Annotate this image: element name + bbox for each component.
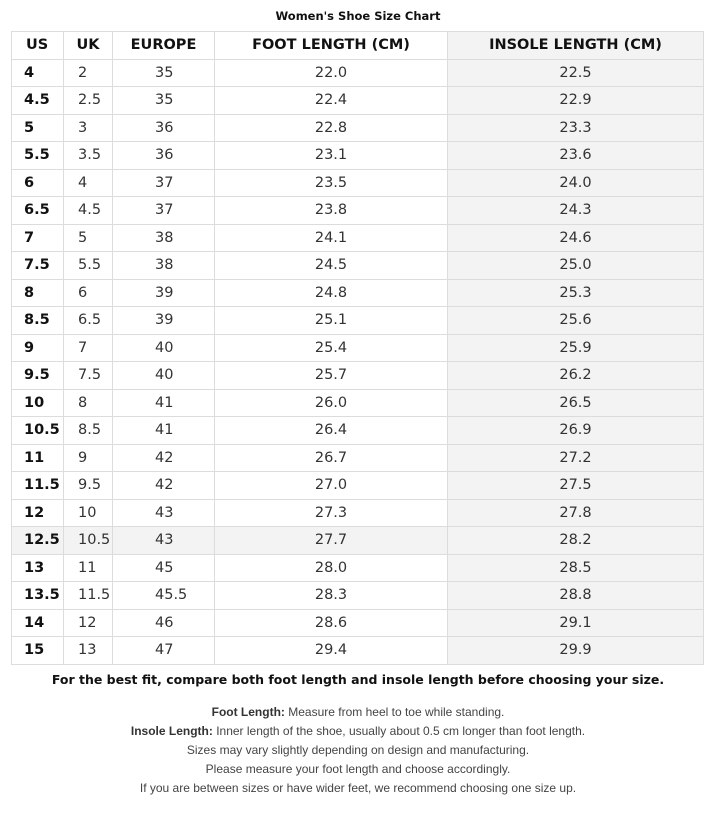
cell-uk: 7 <box>64 334 113 362</box>
cell-europe: 36 <box>113 114 215 142</box>
header-us: US <box>12 32 64 60</box>
cell-insole-length: 29.1 <box>448 609 704 637</box>
cell-insole-length: 23.6 <box>448 142 704 170</box>
cell-insole-length: 22.9 <box>448 87 704 115</box>
cell-europe: 45.5 <box>113 582 215 610</box>
cell-insole-length: 25.0 <box>448 252 704 280</box>
table-row <box>12 389 704 417</box>
table-row <box>12 609 704 637</box>
table-row <box>12 59 704 87</box>
cell-europe: 43 <box>113 499 215 527</box>
cell-us: 10.5 <box>12 417 64 445</box>
cell-foot-length: 24.1 <box>215 224 448 252</box>
note-size-variation: Sizes may vary slightly depending on design and manufacturing. <box>186 743 530 757</box>
cell-europe: 39 <box>113 307 215 335</box>
cell-europe: 39 <box>113 279 215 307</box>
cell-us: 8.5 <box>12 307 64 335</box>
table-row <box>12 362 704 390</box>
cell-uk: 12 <box>64 609 113 637</box>
cell-us: 10 <box>12 389 64 417</box>
cell-uk: 2 <box>64 59 113 87</box>
cell-europe: 42 <box>113 472 215 500</box>
cell-europe: 46 <box>113 609 215 637</box>
cell-insole-length: 25.3 <box>448 279 704 307</box>
table-row <box>12 87 704 115</box>
cell-foot-length: 23.8 <box>215 197 448 225</box>
cell-uk: 2.5 <box>64 87 113 115</box>
cell-insole-length: 25.9 <box>448 334 704 362</box>
table-row <box>12 417 704 445</box>
cell-foot-length: 22.8 <box>215 114 448 142</box>
cell-insole-length: 27.5 <box>448 472 704 500</box>
cell-insole-length: 26.2 <box>448 362 704 390</box>
cell-us: 9.5 <box>12 362 64 390</box>
cell-us: 4.5 <box>12 87 64 115</box>
table-row <box>12 637 704 665</box>
table-row <box>12 114 704 142</box>
table-row <box>12 472 704 500</box>
cell-europe: 43 <box>113 527 215 555</box>
cell-uk: 9.5 <box>64 472 113 500</box>
cell-us: 7 <box>12 224 64 252</box>
size-chart-table <box>11 31 704 665</box>
cell-insole-length: 28.8 <box>448 582 704 610</box>
cell-europe: 41 <box>113 417 215 445</box>
header-uk: UK <box>64 32 113 60</box>
note-size-up: If you are between sizes or have wider feet, we recommend choosing one size up. <box>139 781 577 795</box>
table-row <box>12 554 704 582</box>
cell-foot-length: 28.3 <box>215 582 448 610</box>
cell-insole-length: 29.9 <box>448 637 704 665</box>
cell-us: 12 <box>12 499 64 527</box>
cell-us: 7.5 <box>12 252 64 280</box>
cell-europe: 40 <box>113 362 215 390</box>
cell-europe: 35 <box>113 59 215 87</box>
cell-uk: 4.5 <box>64 197 113 225</box>
table-row <box>12 169 704 197</box>
cell-uk: 3.5 <box>64 142 113 170</box>
table-header-row <box>12 32 704 60</box>
cell-us: 4 <box>12 59 64 87</box>
cell-insole-length: 24.3 <box>448 197 704 225</box>
cell-us: 6.5 <box>12 197 64 225</box>
cell-uk: 8 <box>64 389 113 417</box>
cell-foot-length: 22.0 <box>215 59 448 87</box>
table-row <box>12 224 704 252</box>
cell-foot-length: 28.0 <box>215 554 448 582</box>
cell-foot-length: 24.8 <box>215 279 448 307</box>
fit-tip: For the best fit, compare both foot length and insole length before choosing your size. <box>51 672 665 687</box>
cell-uk: 10.5 <box>64 527 113 555</box>
cell-uk: 3 <box>64 114 113 142</box>
cell-europe: 47 <box>113 637 215 665</box>
cell-us: 13 <box>12 554 64 582</box>
note-insole-length-label: Insole Length: <box>130 724 213 738</box>
cell-us: 8 <box>12 279 64 307</box>
cell-foot-length: 25.1 <box>215 307 448 335</box>
cell-foot-length: 29.4 <box>215 637 448 665</box>
cell-us: 6 <box>12 169 64 197</box>
cell-uk: 10 <box>64 499 113 527</box>
cell-foot-length: 26.0 <box>215 389 448 417</box>
cell-europe: 42 <box>113 444 215 472</box>
header-foot-length: FOOT LENGTH (CM) <box>215 32 448 60</box>
cell-insole-length: 28.2 <box>448 527 704 555</box>
cell-uk: 7.5 <box>64 362 113 390</box>
cell-insole-length: 25.6 <box>448 307 704 335</box>
table-row <box>12 197 704 225</box>
cell-uk: 6 <box>64 279 113 307</box>
cell-europe: 38 <box>113 224 215 252</box>
cell-foot-length: 27.0 <box>215 472 448 500</box>
table-row <box>12 142 704 170</box>
cell-us: 11 <box>12 444 64 472</box>
table-row <box>12 499 704 527</box>
cell-insole-length: 27.8 <box>448 499 704 527</box>
cell-us: 11.5 <box>12 472 64 500</box>
cell-insole-length: 24.0 <box>448 169 704 197</box>
header-insole-length: INSOLE LENGTH (CM) <box>448 32 704 60</box>
cell-us: 14 <box>12 609 64 637</box>
cell-uk: 11.5 <box>64 582 113 610</box>
cell-insole-length: 22.5 <box>448 59 704 87</box>
cell-uk: 11 <box>64 554 113 582</box>
cell-us: 5 <box>12 114 64 142</box>
cell-foot-length: 27.7 <box>215 527 448 555</box>
cell-us: 15 <box>12 637 64 665</box>
cell-europe: 45 <box>113 554 215 582</box>
cell-uk: 8.5 <box>64 417 113 445</box>
cell-foot-length: 23.5 <box>215 169 448 197</box>
notes-section <box>0 703 716 798</box>
cell-foot-length: 28.6 <box>215 609 448 637</box>
note-insole-length-text: Inner length of the shoe, usually about 0.5 cm longer than foot length. <box>212 724 586 738</box>
note-measure: Please measure your foot length and choose accordingly. <box>205 762 511 776</box>
table-row <box>12 582 704 610</box>
note-foot-length-label: Foot Length: <box>211 705 285 719</box>
cell-europe: 35 <box>113 87 215 115</box>
cell-foot-length: 24.5 <box>215 252 448 280</box>
cell-uk: 6.5 <box>64 307 113 335</box>
cell-europe: 40 <box>113 334 215 362</box>
header-europe: EUROPE <box>113 32 215 60</box>
table-row <box>12 444 704 472</box>
cell-insole-length: 24.6 <box>448 224 704 252</box>
table-body <box>12 59 704 664</box>
cell-uk: 4 <box>64 169 113 197</box>
cell-uk: 5 <box>64 224 113 252</box>
note-foot-length-text: Measure from heel to toe while standing. <box>284 705 505 719</box>
cell-europe: 41 <box>113 389 215 417</box>
cell-foot-length: 25.7 <box>215 362 448 390</box>
table-row <box>12 527 704 555</box>
table-row <box>12 252 704 280</box>
cell-foot-length: 27.3 <box>215 499 448 527</box>
cell-foot-length: 22.4 <box>215 87 448 115</box>
cell-us: 5.5 <box>12 142 64 170</box>
cell-foot-length: 25.4 <box>215 334 448 362</box>
cell-europe: 38 <box>113 252 215 280</box>
cell-us: 12.5 <box>12 527 64 555</box>
note-insole-length <box>0 722 716 741</box>
cell-europe: 37 <box>113 169 215 197</box>
cell-insole-length: 27.2 <box>448 444 704 472</box>
cell-insole-length: 26.5 <box>448 389 704 417</box>
table-row <box>12 307 704 335</box>
cell-foot-length: 23.1 <box>215 142 448 170</box>
cell-uk: 5.5 <box>64 252 113 280</box>
cell-insole-length: 23.3 <box>448 114 704 142</box>
table-row <box>12 334 704 362</box>
cell-uk: 9 <box>64 444 113 472</box>
table-row <box>12 279 704 307</box>
cell-foot-length: 26.4 <box>215 417 448 445</box>
cell-us: 13.5 <box>12 582 64 610</box>
cell-uk: 13 <box>64 637 113 665</box>
cell-foot-length: 26.7 <box>215 444 448 472</box>
cell-europe: 37 <box>113 197 215 225</box>
cell-insole-length: 26.9 <box>448 417 704 445</box>
cell-us: 9 <box>12 334 64 362</box>
note-foot-length <box>0 703 716 722</box>
cell-europe: 36 <box>113 142 215 170</box>
cell-insole-length: 28.5 <box>448 554 704 582</box>
chart-title: Women's Shoe Size Chart <box>275 9 441 23</box>
